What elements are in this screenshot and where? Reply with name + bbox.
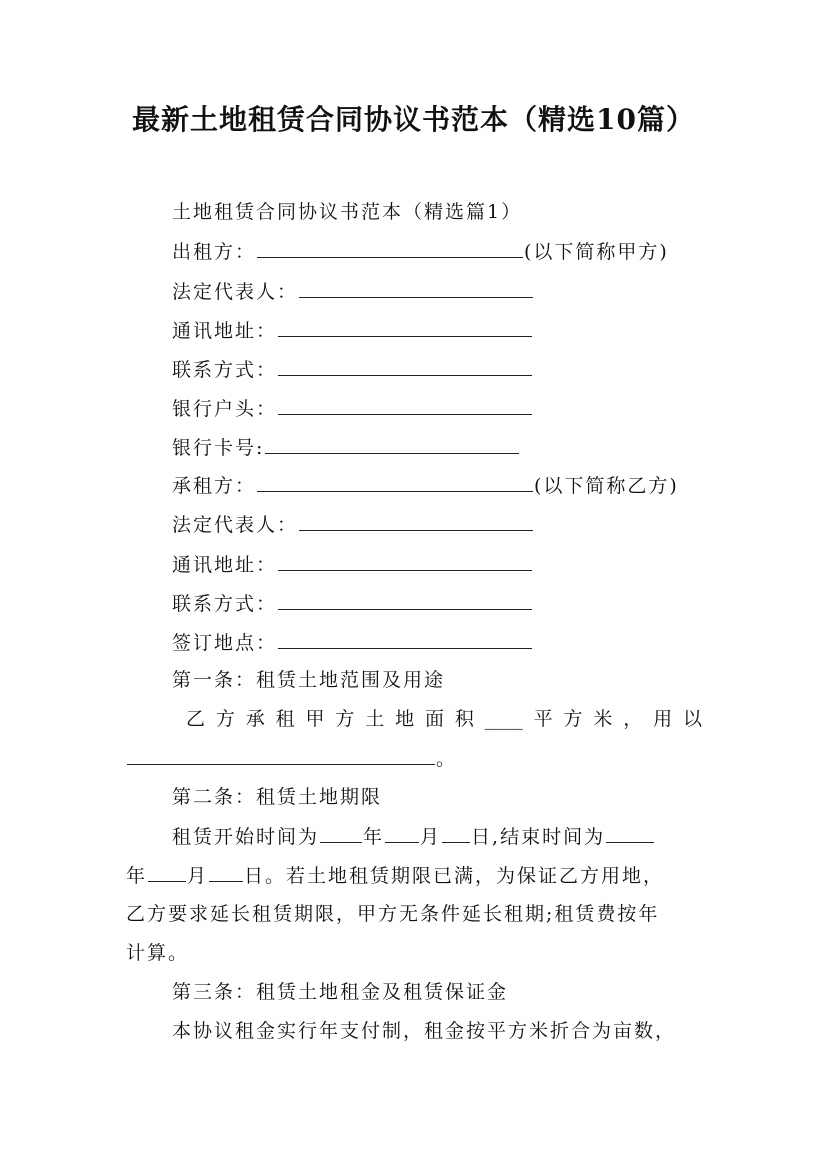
contact-blank-2 <box>278 591 532 610</box>
address-label: 通讯地址： <box>172 320 278 342</box>
article3-title: 第三条：租赁土地租金及租赁保证金 <box>172 981 509 1003</box>
lessor-suffix: (以下简称甲方) <box>524 241 669 263</box>
start-month-blank <box>385 824 419 843</box>
contact-label-2: 联系方式： <box>172 593 278 615</box>
lessee-suffix: (以下简称乙方) <box>534 475 679 497</box>
legal-rep-blank-2 <box>299 512 533 531</box>
a1-char: 土 <box>365 708 385 730</box>
a1-char: 方 <box>215 708 235 730</box>
lessor-blank <box>257 239 523 258</box>
a1-char: 承 <box>245 708 265 730</box>
article2-title: 第二条：租赁土地期限 <box>172 786 383 808</box>
sign-place-line <box>172 630 533 655</box>
lessor-line <box>172 239 669 264</box>
a1-char: 方 <box>335 708 355 730</box>
area-blank: ____ <box>484 708 523 730</box>
article1-body-line1 <box>186 707 702 731</box>
legal-rep-label-2: 法定代表人： <box>172 514 299 536</box>
document-title: 最新土地租赁合同协议书范本（精选10篇） <box>132 103 695 136</box>
year-label: 年 <box>363 826 385 848</box>
start-year-blank <box>320 824 362 843</box>
article2-line1 <box>172 824 655 849</box>
lessee-line <box>172 473 679 498</box>
legal-rep-blank <box>299 279 533 298</box>
legal-rep-line <box>172 279 534 304</box>
address-line-2 <box>172 552 533 577</box>
start-time-label: 租赁开始时间为 <box>172 826 320 848</box>
contact-line <box>172 357 533 382</box>
bank-account-blank <box>278 396 532 415</box>
a1-char: 用 <box>653 708 673 730</box>
legal-rep-line-2 <box>172 512 534 537</box>
address-blank-2 <box>278 552 532 571</box>
start-day-blank <box>442 824 470 843</box>
bank-card-label: 银行卡号: <box>172 437 265 459</box>
a1-char: 地 <box>395 708 415 730</box>
usage-blank <box>127 746 435 765</box>
article2-line2 <box>126 863 664 888</box>
lessee-blank <box>257 473 533 492</box>
a1-char: ， <box>623 708 643 730</box>
bank-card-line <box>172 435 520 460</box>
address-label-2: 通讯地址： <box>172 554 278 576</box>
address-line <box>172 318 533 343</box>
article1-end: 。 <box>436 748 458 770</box>
lessor-label: 出租方： <box>172 241 257 263</box>
bank-card-blank <box>265 435 519 454</box>
end-day-blank <box>209 863 243 882</box>
article2-line4: 计算。 <box>126 942 190 964</box>
contact-line-2 <box>172 591 533 616</box>
month-label-2: 月 <box>187 865 209 887</box>
end-month-blank <box>148 863 186 882</box>
a1-char: 以 <box>682 708 702 730</box>
month-label: 月 <box>420 826 442 848</box>
lessee-label: 承租方： <box>172 475 257 497</box>
article2-text: 日。若土地租赁期限已满，为保证乙方用地， <box>244 865 665 887</box>
bank-account-line <box>172 396 533 421</box>
a1-char: 米 <box>593 708 613 730</box>
a1-char: 方 <box>563 708 583 730</box>
contact-blank <box>278 357 532 376</box>
article3-line1: 本协议租金实行年支付制，租金按平方米折合为亩数， <box>172 1020 677 1042</box>
contact-label: 联系方式： <box>172 359 278 381</box>
year-label-2: 年 <box>126 865 148 887</box>
a1-char: 租 <box>275 708 295 730</box>
a1-char: 乙 <box>186 708 206 730</box>
a1-char: 积 <box>454 708 474 730</box>
article1-body-line2 <box>126 746 457 771</box>
subtitle: 土地租赁合同协议书范本（精选篇1） <box>172 201 523 223</box>
address-blank <box>278 318 532 337</box>
end-year-blank <box>606 824 654 843</box>
bank-account-label: 银行户头： <box>172 398 278 420</box>
a1-char: 面 <box>425 708 445 730</box>
a1-char: 平 <box>533 708 553 730</box>
legal-rep-label: 法定代表人： <box>172 281 299 303</box>
a1-char: 甲 <box>305 708 325 730</box>
end-time-label: 日,结束时间为 <box>471 826 606 848</box>
sign-place-blank <box>278 630 532 649</box>
sign-place-label: 签订地点： <box>172 632 278 654</box>
article2-line3: 乙方要求延长租赁期限，甲方无条件延长租期;租赁费按年 <box>126 903 660 925</box>
article1-title: 第一条：租赁土地范围及用途 <box>172 669 446 691</box>
